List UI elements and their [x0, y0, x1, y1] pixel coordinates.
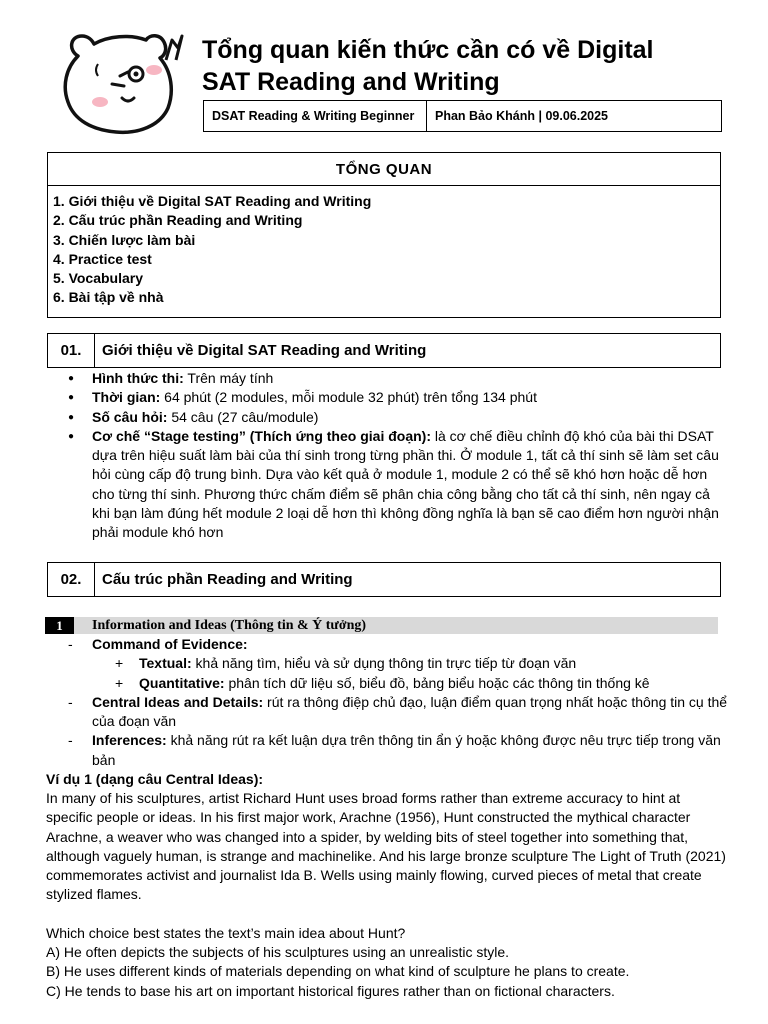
- item-label: Command of Evidence:: [92, 636, 248, 652]
- choice-a: A) He often depicts the subjects of his sculptures using an unrealistic style.: [46, 944, 510, 960]
- bullet-text: là cơ chế điều chỉnh độ khó của bài thi DSAT dựa trên hiệu suất làm bài của thí sinh trong từng phần thi. Ở module 1, tất cả thí sinh sẽ làm set câu hỏi cùng cấp độ trung bình. Dựa vào kết quả ở module 1, module 2 có thể sẽ khó hơn hoặc dễ hơn cho từng thí sinh. Phương thức chấm điểm sẽ phân chia công bằng cho tất cả thí sinh, nên ngay cả khi bạn làm đúng hết module 2 loại dễ hơn thì không đồng nghĩa là bạn sẽ cao điểm hơn người nhận phải module khó hơn: [92, 427, 719, 541]
- bullet-label: Cơ chế “Stage testing” (Thích ứng theo giai đoạn):: [92, 427, 431, 444]
- page-title: [202, 34, 742, 98]
- section-2-title: Cấu trúc phần Reading and Writing: [102, 571, 353, 588]
- meta-table: [203, 100, 722, 132]
- bullet-item: [68, 408, 728, 427]
- dash-marker: -: [68, 693, 73, 710]
- list-item: [68, 693, 728, 732]
- item-text: khả năng rút ra kết luận dựa trên thông tin ẩn ý hoặc không được nêu trực tiếp trong văn bản: [92, 732, 721, 768]
- item-text: khả năng tìm, hiểu và sử dụng thông tin trực tiếp từ đoạn văn: [191, 655, 577, 672]
- list-item: [68, 635, 728, 654]
- title-line-1: Tổng quan kiến thức cần có về Digital: [202, 36, 654, 64]
- title-line-2: SAT Reading and Writing: [202, 68, 500, 96]
- dash-marker: -: [68, 732, 73, 749]
- item-label: Textual:: [139, 655, 192, 672]
- sub-list-item: [68, 674, 728, 693]
- choice-b: B) He uses different kinds of materials depending on what kind of sculpture he plans to create.: [46, 963, 630, 979]
- overview-list: [48, 186, 720, 308]
- overview-heading: TỔNG QUAN: [48, 153, 720, 186]
- section-1-bullets: [68, 369, 728, 543]
- plus-marker: +: [115, 655, 124, 672]
- item-label: Quantitative:: [139, 674, 225, 691]
- course-name: DSAT Reading & Writing Beginner: [204, 101, 427, 131]
- section-1-title: Giới thiệu về Digital SAT Reading and Writing: [102, 342, 427, 359]
- plus-marker: +: [115, 674, 124, 691]
- bullet-text: Trên máy tính: [183, 370, 274, 386]
- item-label: Central Ideas and Details:: [92, 693, 264, 710]
- dash-marker: -: [68, 636, 73, 652]
- band-title: Information and Ideas (Thông tin & Ý tưởng): [92, 618, 367, 633]
- section-2-list: [68, 635, 728, 770]
- item-text: rút ra thông điệp chủ đạo, luận điểm quan trọng nhất hoặc thông tin cụ thể của đoạn văn: [92, 693, 728, 730]
- bullet-item: [68, 427, 728, 543]
- overview-item: 3. Chiến lược làm bài: [53, 231, 196, 248]
- overview-box: [47, 152, 721, 318]
- section-1-number: 01.: [48, 334, 95, 367]
- bullet-item: [68, 388, 728, 407]
- overview-item: 6. Bài tập về nhà: [53, 289, 164, 306]
- section-2-header: [47, 562, 721, 597]
- overview-item: 1. Giới thiệu về Digital SAT Reading and Writing: [53, 193, 372, 209]
- overview-item: 4. Practice test: [53, 250, 152, 267]
- author-date: Phan Bảo Khánh | 09.06.2025: [435, 109, 609, 123]
- bullet-label: Thời gian:: [92, 389, 161, 406]
- band-number: 1: [45, 617, 74, 634]
- bullet-text: 54 câu (27 câu/module): [167, 408, 319, 425]
- bear-mascot-icon: [58, 26, 190, 138]
- section-1-header: [47, 333, 721, 368]
- item-text: phân tích dữ liệu số, biểu đồ, bảng biểu hoặc các thông tin thống kê: [224, 674, 650, 691]
- bullet-label: Số câu hỏi:: [92, 408, 168, 425]
- section-2-number: 02.: [48, 563, 95, 596]
- example-passage: In many of his sculptures, artist Richard Hunt uses broad forms rather than extreme accuracy to hint at specific people or ideas. In his first major work, Arachne (1956), Hunt constructed the mythical character Arachne, a weaver who was changed into a spider, by welding bits of steel together into something that, although vaguely human, is strange and machinelike. And his large bronze sculpture The Light of Truth (2021) commemorates activist and journalist Ida B. Wells using mainly flowing, curved pieces of metal that create stylized flames.: [46, 790, 726, 903]
- subsection-band: [45, 617, 718, 634]
- example-heading: Ví dụ 1 (dạng câu Central Ideas):: [46, 771, 264, 787]
- sub-list-item: [68, 654, 728, 673]
- bullet-text: 64 phút (2 modules, mỗi module 32 phút) trên tổng 134 phút: [160, 389, 537, 406]
- list-item: [68, 731, 728, 770]
- example-question: Which choice best states the text’s main idea about Hunt?: [46, 925, 406, 941]
- bullet-label: Hình thức thi:: [92, 370, 184, 386]
- choice-c: C) He tends to base his art on important historical figures rather than on fictional characters.: [46, 983, 615, 999]
- overview-item: 5. Vocabulary: [53, 270, 144, 287]
- overview-item: 2. Cấu trúc phần Reading and Writing: [53, 212, 303, 229]
- item-label: Inferences:: [92, 732, 167, 749]
- bullet-item: [68, 369, 728, 388]
